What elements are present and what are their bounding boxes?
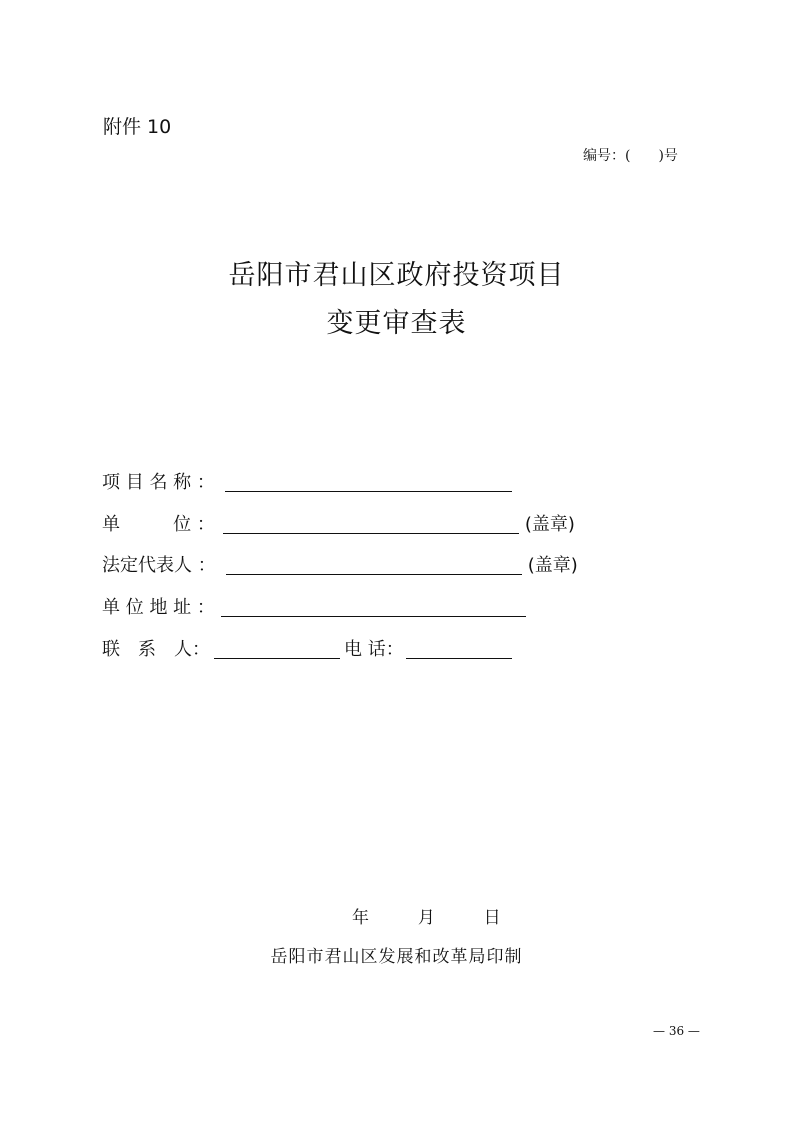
serial-number-label: 编号：( )号 — [583, 148, 678, 164]
unit-address-label: 单 位 地 址 ： — [102, 597, 215, 618]
page-title-line1: 岳阳市君山区政府投资项目 — [228, 260, 565, 291]
project-name-field[interactable] — [225, 471, 512, 492]
month-label: 月 — [417, 908, 435, 928]
unit-row — [102, 510, 575, 536]
phone-label: 电 话： — [344, 639, 404, 660]
unit-label: 单 位 ： — [102, 514, 215, 535]
unit-address-field[interactable] — [221, 596, 526, 617]
legal-rep-field[interactable] — [226, 554, 522, 575]
printer-line: 岳阳市君山区发展和改革局印制 — [270, 947, 523, 967]
unit-field[interactable] — [223, 513, 519, 534]
phone-field[interactable] — [406, 638, 512, 659]
project-name-label: 项 目 名 称 ： — [102, 472, 215, 493]
legal-rep-label: 法定代表人 ： — [102, 555, 216, 576]
contact-label: 联 系 人： — [102, 639, 210, 660]
project-name-row — [102, 468, 512, 494]
contact-field[interactable] — [214, 638, 340, 659]
year-label: 年 — [352, 908, 369, 928]
attachment-label: 附件 10 — [103, 116, 172, 138]
legal-rep-seal-label: (盖章) — [527, 555, 578, 576]
page-title-line2: 变更审查表 — [326, 308, 467, 339]
unit-address-row — [102, 593, 526, 619]
legal-rep-row — [102, 551, 578, 577]
unit-seal-label: (盖章) — [524, 514, 575, 535]
date-line — [352, 903, 501, 928]
page-number: — 36 — — [653, 1024, 700, 1038]
day-label: 日 — [483, 908, 501, 928]
contact-row — [102, 635, 512, 661]
